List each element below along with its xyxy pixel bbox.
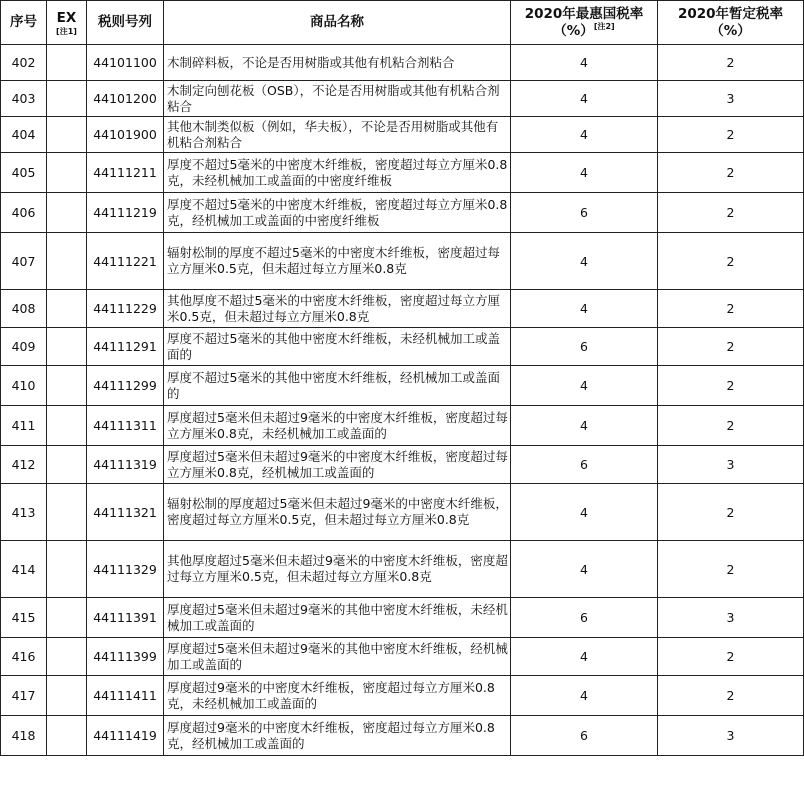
table-row <box>1 406 804 446</box>
table-row <box>1 290 804 328</box>
seq-cell: 417 <box>1 676 47 716</box>
product-name-cell: 厚度超过9毫米的中密度木纤维板，密度超过每立方厘米0.8克，经机械加工或盖面的 <box>164 716 511 756</box>
table-row <box>1 638 804 676</box>
table-row <box>1 153 804 193</box>
mfn-rate-cell: 4 <box>511 153 658 193</box>
header-mfn-note: [注2] <box>593 21 615 31</box>
mfn-rate-cell: 4 <box>511 233 658 290</box>
header-ex-label: EX <box>56 9 77 26</box>
mfn-rate-cell: 4 <box>511 290 658 328</box>
mfn-rate-cell: 4 <box>511 366 658 406</box>
table-row <box>1 328 804 366</box>
product-name-cell: 厚度超过5毫米但未超过9毫米的其他中密度木纤维板，未经机械加工或盖面的 <box>164 598 511 638</box>
seq-cell: 410 <box>1 366 47 406</box>
ex-cell <box>47 598 87 638</box>
mfn-rate-cell: 4 <box>511 638 658 676</box>
header-code: 税则号列 <box>87 1 164 45</box>
ex-cell <box>47 81 87 117</box>
seq-cell: 412 <box>1 446 47 484</box>
tariff-code-cell: 44111411 <box>87 676 164 716</box>
ex-cell <box>47 117 87 153</box>
table-row <box>1 45 804 81</box>
header-mfn-line2: （%） <box>553 22 594 39</box>
product-name-cell: 其他厚度超过5毫米但未超过9毫米的中密度木纤维板，密度超过每立方厘米0.5克，但未超过每立方厘米0.8克 <box>164 541 511 598</box>
ex-cell <box>47 366 87 406</box>
ex-cell <box>47 676 87 716</box>
provisional-rate-cell: 2 <box>658 638 804 676</box>
header-mfn-line1: 2020年最惠国税率 <box>524 5 644 22</box>
provisional-rate-cell: 2 <box>658 153 804 193</box>
tariff-code-cell: 44111211 <box>87 153 164 193</box>
ex-cell <box>47 153 87 193</box>
provisional-rate-cell: 2 <box>658 233 804 290</box>
ex-cell <box>47 541 87 598</box>
product-name-cell: 厚度不超过5毫米的其他中密度木纤维板，经机械加工或盖面的 <box>164 366 511 406</box>
seq-cell: 414 <box>1 541 47 598</box>
header-name: 商品名称 <box>164 1 511 45</box>
header-prov-line2: （%） <box>710 22 751 39</box>
tariff-code-cell: 44111229 <box>87 290 164 328</box>
table-row <box>1 233 804 290</box>
header-row <box>1 1 804 45</box>
mfn-rate-cell: 4 <box>511 406 658 446</box>
product-name-cell: 厚度超过9毫米的中密度木纤维板，密度超过每立方厘米0.8克，未经机械加工或盖面的 <box>164 676 511 716</box>
ex-cell <box>47 716 87 756</box>
seq-cell: 409 <box>1 328 47 366</box>
header-ex-note: [注1] <box>56 26 77 36</box>
product-name-cell: 厚度不超过5毫米的中密度木纤维板，密度超过每立方厘米0.8克，经机械加工或盖面的中密度纤维板 <box>164 193 511 233</box>
seq-cell: 415 <box>1 598 47 638</box>
tariff-code-cell: 44111299 <box>87 366 164 406</box>
seq-cell: 406 <box>1 193 47 233</box>
provisional-rate-cell: 3 <box>658 446 804 484</box>
tariff-code-cell: 44111319 <box>87 446 164 484</box>
mfn-rate-cell: 6 <box>511 328 658 366</box>
tariff-code-cell: 44111419 <box>87 716 164 756</box>
table-row <box>1 81 804 117</box>
product-name-cell: 厚度不超过5毫米的中密度木纤维板，密度超过每立方厘米0.8克，未经机械加工或盖面的中密度纤维板 <box>164 153 511 193</box>
product-name-cell: 厚度不超过5毫米的其他中密度木纤维板，未经机械加工或盖面的 <box>164 328 511 366</box>
seq-cell: 402 <box>1 45 47 81</box>
ex-cell <box>47 406 87 446</box>
table-row <box>1 366 804 406</box>
seq-cell: 418 <box>1 716 47 756</box>
table-row <box>1 676 804 716</box>
product-name-cell: 厚度超过5毫米但未超过9毫米的中密度木纤维板，密度超过每立方厘米0.8克，经机械加工或盖面的 <box>164 446 511 484</box>
tariff-code-cell: 44101900 <box>87 117 164 153</box>
ex-cell <box>47 233 87 290</box>
ex-cell <box>47 446 87 484</box>
ex-cell <box>47 638 87 676</box>
product-name-cell: 木制定向刨花板（OSB），不论是否用树脂或其他有机粘合剂粘合 <box>164 81 511 117</box>
provisional-rate-cell: 2 <box>658 328 804 366</box>
provisional-rate-cell: 3 <box>658 81 804 117</box>
provisional-rate-cell: 2 <box>658 290 804 328</box>
provisional-rate-cell: 2 <box>658 484 804 541</box>
seq-cell: 405 <box>1 153 47 193</box>
product-name-cell: 其他木制类似板（例如，华夫板），不论是否用树脂或其他有机粘合剂粘合 <box>164 117 511 153</box>
table-row <box>1 117 804 153</box>
provisional-rate-cell: 2 <box>658 366 804 406</box>
provisional-rate-cell: 2 <box>658 541 804 598</box>
ex-cell <box>47 328 87 366</box>
header-ex <box>47 1 87 45</box>
table-row <box>1 446 804 484</box>
tariff-code-cell: 44111291 <box>87 328 164 366</box>
provisional-rate-cell: 2 <box>658 406 804 446</box>
mfn-rate-cell: 4 <box>511 484 658 541</box>
mfn-rate-cell: 6 <box>511 446 658 484</box>
mfn-rate-cell: 4 <box>511 117 658 153</box>
ex-cell <box>47 45 87 81</box>
provisional-rate-cell: 2 <box>658 45 804 81</box>
product-name-cell: 其他厚度不超过5毫米的中密度木纤维板，密度超过每立方厘米0.5克，但未超过每立方厘米0.8克 <box>164 290 511 328</box>
product-name-cell: 木制碎料板，不论是否用树脂或其他有机粘合剂粘合 <box>164 45 511 81</box>
header-prov-line1: 2020年暂定税率 <box>677 5 784 22</box>
ex-cell <box>47 484 87 541</box>
tariff-code-cell: 44111311 <box>87 406 164 446</box>
table-row <box>1 193 804 233</box>
mfn-rate-cell: 6 <box>511 598 658 638</box>
ex-cell <box>47 290 87 328</box>
tariff-code-cell: 44111321 <box>87 484 164 541</box>
tariff-code-cell: 44101200 <box>87 81 164 117</box>
seq-cell: 416 <box>1 638 47 676</box>
provisional-rate-cell: 2 <box>658 193 804 233</box>
seq-cell: 413 <box>1 484 47 541</box>
seq-cell: 403 <box>1 81 47 117</box>
table-row <box>1 598 804 638</box>
header-mfn-rate <box>511 1 658 45</box>
provisional-rate-cell: 2 <box>658 117 804 153</box>
mfn-rate-cell: 6 <box>511 193 658 233</box>
provisional-rate-cell: 2 <box>658 676 804 716</box>
provisional-rate-cell: 3 <box>658 716 804 756</box>
product-name-cell: 厚度超过5毫米但未超过9毫米的中密度木纤维板，密度超过每立方厘米0.8克，未经机械加工或盖面的 <box>164 406 511 446</box>
provisional-rate-cell: 3 <box>658 598 804 638</box>
seq-cell: 404 <box>1 117 47 153</box>
tariff-code-cell: 44111399 <box>87 638 164 676</box>
tariff-code-cell: 44111329 <box>87 541 164 598</box>
tariff-code-cell: 44111221 <box>87 233 164 290</box>
table-body <box>1 45 804 756</box>
seq-cell: 411 <box>1 406 47 446</box>
mfn-rate-cell: 4 <box>511 541 658 598</box>
tariff-code-cell: 44101100 <box>87 45 164 81</box>
ex-cell <box>47 193 87 233</box>
mfn-rate-cell: 4 <box>511 81 658 117</box>
mfn-rate-cell: 6 <box>511 716 658 756</box>
table-row <box>1 716 804 756</box>
tariff-code-cell: 44111219 <box>87 193 164 233</box>
table-row <box>1 484 804 541</box>
header-seq: 序号 <box>1 1 47 45</box>
product-name-cell: 辐射松制的厚度不超过5毫米的中密度木纤维板，密度超过每立方厘米0.5克，但未超过每立方厘米0.8克 <box>164 233 511 290</box>
mfn-rate-cell: 4 <box>511 676 658 716</box>
header-provisional-rate <box>658 1 804 45</box>
product-name-cell: 厚度超过5毫米但未超过9毫米的其他中密度木纤维板，经机械加工或盖面的 <box>164 638 511 676</box>
product-name-cell: 辐射松制的厚度超过5毫米但未超过9毫米的中密度木纤维板，密度超过每立方厘米0.5克，但未超过每立方厘米0.8克 <box>164 484 511 541</box>
mfn-rate-cell: 4 <box>511 45 658 81</box>
seq-cell: 408 <box>1 290 47 328</box>
seq-cell: 407 <box>1 233 47 290</box>
tariff-code-cell: 44111391 <box>87 598 164 638</box>
table-row <box>1 541 804 598</box>
